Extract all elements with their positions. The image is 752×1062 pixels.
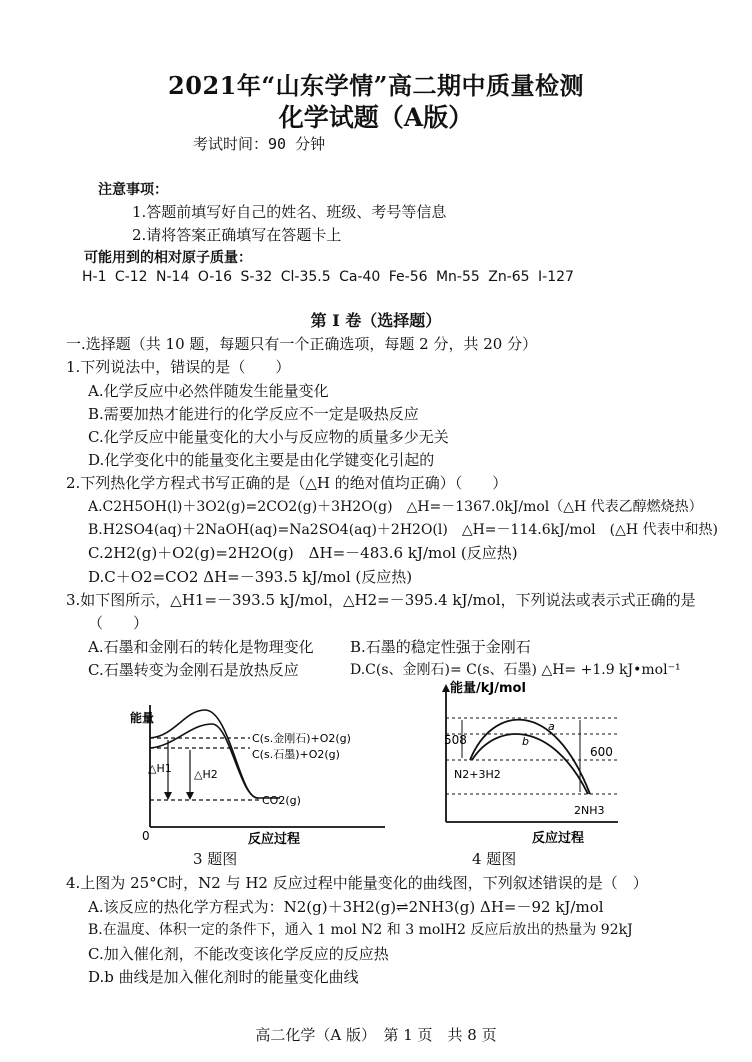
q3-answer-paren: （ ） <box>88 614 149 632</box>
q3-option-b: B.石墨的稳定性强于金刚石 <box>350 638 531 656</box>
q1-option-c: C.化学反应中能量变化的大小与反应物的质量多少无关 <box>88 428 449 446</box>
q3-option-d: D.C(s、金刚石)= C(s、石墨) △H= +1.9 kJ•mol⁻¹ <box>350 662 681 678</box>
page-footer: 高二化学（A 版） 第 1 页 共 8 页 <box>255 1026 497 1044</box>
q2-option-a: A.C2H5OH(l)＋3O2(g)=2CO2(g)＋3H2O(g) △H=－1367.0kJ/mol（△H 代表乙醇燃烧热） <box>88 499 703 515</box>
fig3-xlabel: 反应过程 <box>248 832 301 845</box>
fig4-ylabel: 能量/kJ/mol <box>450 681 526 696</box>
fig4-left-value: 508 <box>444 733 467 747</box>
fig3-graphite-label: C(s.石墨)+O2(g) <box>252 748 340 761</box>
figure-4-energy-diagram <box>432 676 622 848</box>
q4-option-b: B.在温度、体积一定的条件下，通入 1 mol N2 和 3 molH2 反应后放出的热量为 92kJ <box>88 922 633 938</box>
notice-heading: 注意事项： <box>98 182 168 198</box>
q2-stem: 2.下列热化学方程式书写正确的是（△H 的绝对值均正确）（ ） <box>66 474 508 492</box>
q4-option-d: D.b 曲线是加入催化剂时的能量变化曲线 <box>88 968 359 986</box>
fig4-reactant-label: N2+3H2 <box>454 768 501 781</box>
volume-title: 第 I 卷（选择题） <box>310 311 442 330</box>
q1-option-a: A.化学反应中必然伴随发生能量变化 <box>88 382 329 400</box>
q2-option-d: D.C＋O2=CO2 ΔH=－393.5 kJ/mol (反应热) <box>88 568 413 586</box>
q4-option-c: C.加入催化剂，不能改变该化学反应的反应热 <box>88 945 389 963</box>
paper-subtitle: 化学试题（A版） <box>278 103 474 132</box>
fig4-curve-a <box>470 720 590 794</box>
q3-option-c: C.石墨转变为金刚石是放热反应 <box>88 661 299 679</box>
fig3-dh2-label: △H2 <box>194 768 218 781</box>
notice-item-1: 1.答题前填写好自己的姓名、班级、考号等信息 <box>132 203 447 221</box>
fig3-dh1-label: △H1 <box>148 762 172 775</box>
fig4-right-value: 600 <box>590 745 613 759</box>
q2-option-c: C.2H2(g)＋O2(g)=2H2O(g) ΔH=－483.6 kJ/mol (反应热) <box>88 544 518 562</box>
fig3-ylabel: 能量 <box>130 711 155 725</box>
q1-option-b: B.需要加热才能进行的化学反应不一定是吸热反应 <box>88 405 419 423</box>
fig3-co2-label: CO2(g) <box>262 794 301 807</box>
figure-3-caption: 3 题图 <box>193 850 238 868</box>
fig3-diamond-label: C(s.金刚石)+O2(g) <box>252 732 351 745</box>
fig4-curve-b <box>472 734 588 794</box>
q3-option-a: A.石墨和金刚石的转化是物理变化 <box>88 638 314 656</box>
atomic-mass-heading: 可能用到的相对原子质量： <box>84 250 252 266</box>
fig3-origin: 0 <box>142 829 150 843</box>
q2-option-b: B.H2SO4(aq)＋2NaOH(aq)=Na2SO4(aq)＋2H2O(l) △H=－114.6kJ/mol (△H 代表中和热) <box>88 522 718 538</box>
q4-option-a: A.该反应的热化学方程式为：N2(g)＋3H2(g)⇌2NH3(g) ΔH=－92 kJ/mol <box>88 898 604 916</box>
fig4-xlabel: 反应过程 <box>532 831 585 846</box>
section-title: 一.选择题（共 10 题，每题只有一个正确选项，每题 2 分，共 20 分） <box>66 335 538 353</box>
paper-title: 2021年“山东学情”高二期中质量检测 <box>168 71 584 100</box>
atomic-mass-values: H-1 C-12 N-14 O-16 S-32 Cl-35.5 Ca-40 Fe-56 Mn-55 Zn-65 I-127 <box>82 269 574 285</box>
figure-3-energy-diagram <box>130 700 400 845</box>
fig4-curve-a-label: a <box>548 720 555 733</box>
notice-item-2: 2.请将答案正确填写在答题卡上 <box>132 226 342 244</box>
exam-time: 考试时间：90 分钟 <box>193 135 326 153</box>
q1-option-d: D.化学变化中的能量变化主要是由化学键变化引起的 <box>88 451 435 469</box>
fig4-curve-b-label: b <box>522 735 529 748</box>
q4-stem: 4.上图为 25°C时，N2 与 H2 反应过程中能量变化的曲线图，下列叙述错误的是（ ） <box>66 874 648 892</box>
q3-stem: 3.如下图所示，△H1=－393.5 kJ/mol，△H2=－395.4 kJ/mol，下列说法或表示式正确的是 <box>66 591 696 609</box>
fig3-graphite-curve <box>150 724 258 798</box>
figure-4-caption: 4 题图 <box>472 850 517 868</box>
q1-stem: 1.下列说法中，错误的是（ ） <box>66 358 291 376</box>
fig4-product-label: 2NH3 <box>574 804 605 817</box>
